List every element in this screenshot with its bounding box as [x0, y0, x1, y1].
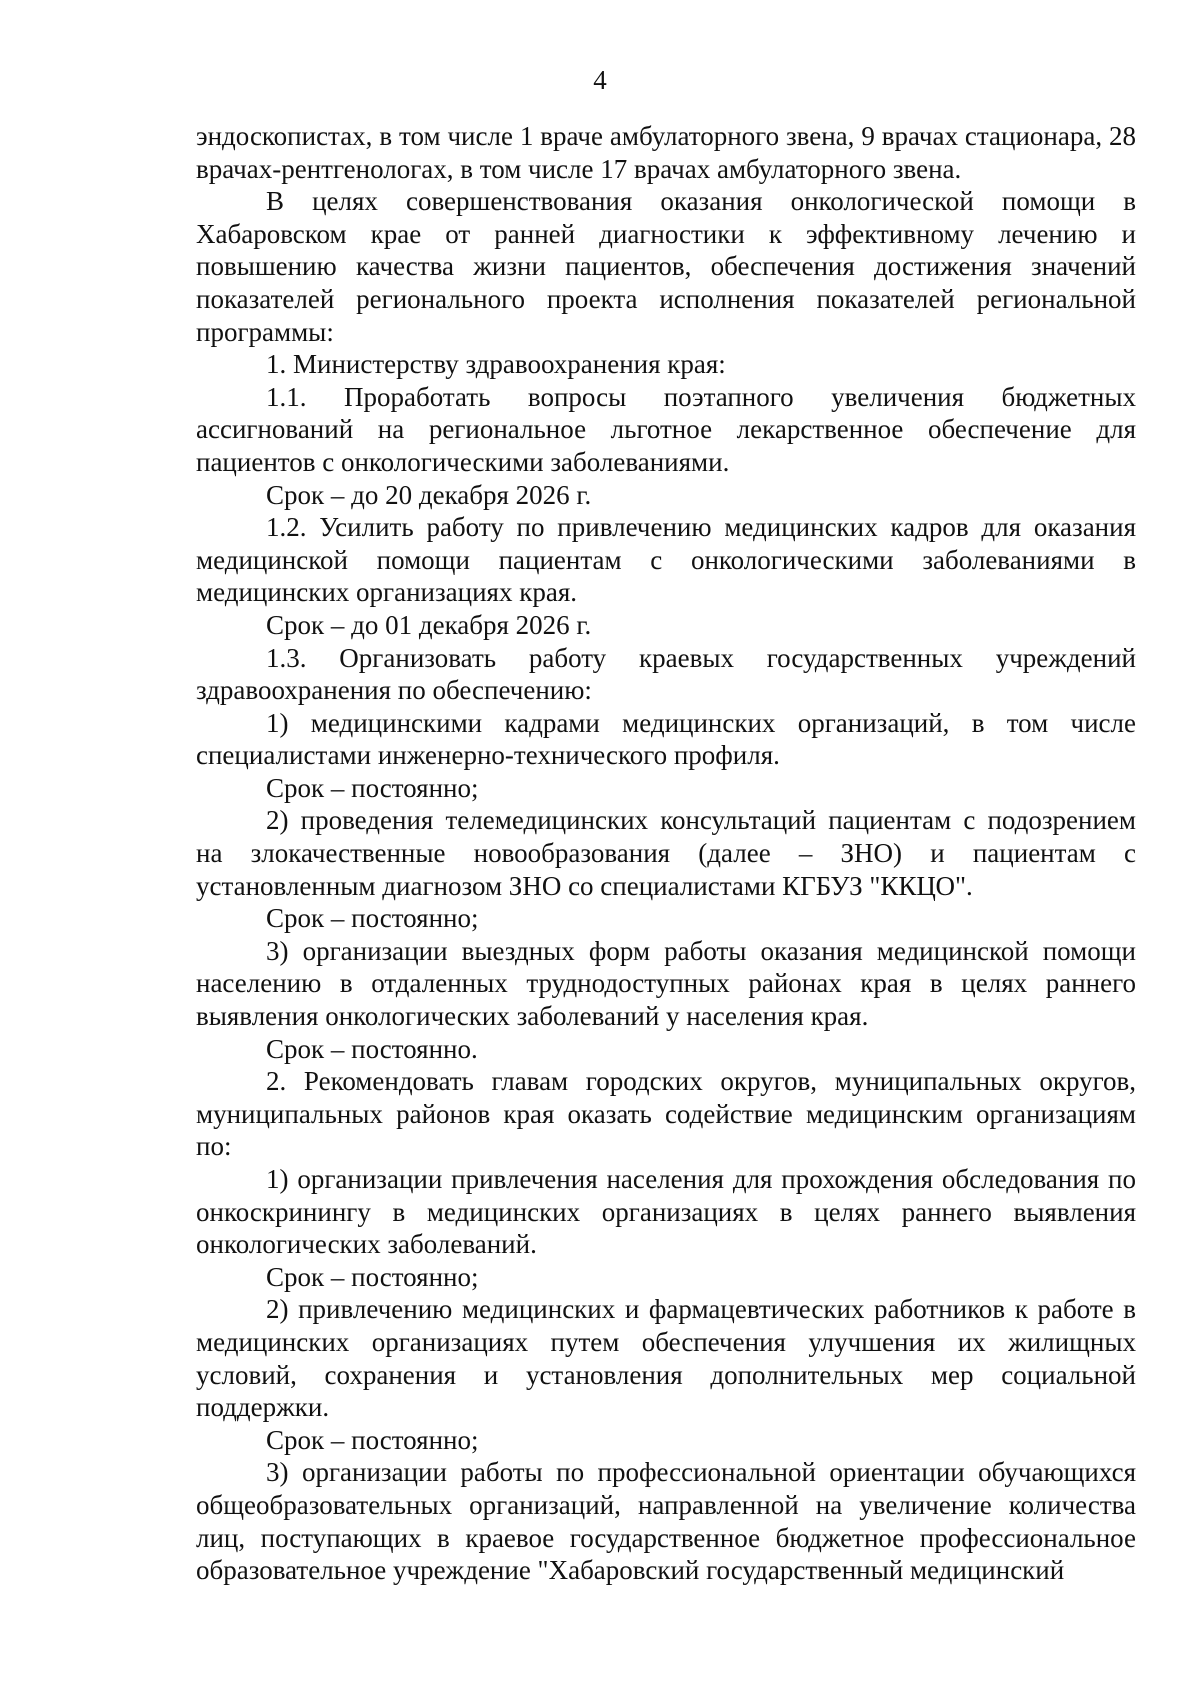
- page-number: 4: [593, 65, 607, 95]
- paragraph-srok-6: Срок – постоянно;: [266, 1261, 479, 1292]
- paragraph-1-3-2: 2) проведения телемедицинских консультаций пациентам с подозрением на злокачественные новообразования (далее – ЗНО) и пациентам с установленным диагнозом ЗНО со специалистами КГБУЗ "ККЦО".: [196, 805, 1136, 901]
- document-body: [196, 120, 1136, 1587]
- paragraph-srok-3: Срок – постоянно;: [266, 772, 479, 803]
- paragraph-1: 1. Министерству здравоохранения края:: [266, 349, 726, 380]
- paragraph-srok-5: Срок – постоянно.: [266, 1033, 478, 1064]
- paragraph-srok-4: Срок – постоянно;: [266, 903, 479, 934]
- paragraph-1-3-1: 1) медицинскими кадрами медицинских организаций, в том числе специалистами инженерно-технического профиля.: [196, 707, 1136, 771]
- paragraph-srok-1: Срок – до 20 декабря 2026 г.: [266, 479, 592, 510]
- paragraph-intro: В целях совершенствования оказания онкологической помощи в Хабаровском крае от ранней диагностики к эффективному лечению и повышению качества жизни пациентов, обеспечения достижения значений показателей регионального проекта исполнения показателей региональной программы:: [196, 186, 1136, 347]
- paragraph-2-3: 3) организации работы по профессиональной ориентации обучающихся общеобразовательных организаций, направленной на увеличение количества лиц, поступающих в краевое государственное бюджетное профессиональное образовательное учреждение "Хабаровский государственный медицинский: [196, 1457, 1136, 1586]
- paragraph-1-3: 1.3. Организовать работу краевых государственных учреждений здравоохранения по обеспечению:: [196, 642, 1136, 706]
- paragraph-2-2: 2) привлечению медицинских и фармацевтических работников к работе в медицинских организациях путем обеспечения улучшения их жилищных условий, сохранения и установления дополнительных мер социальной поддержки.: [196, 1294, 1136, 1423]
- paragraph-1-1: 1.1. Проработать вопросы поэтапного увеличения бюджетных ассигнований на региональное льготное лекарственное обеспечение для пациентов с онкологическими заболеваниями.: [196, 381, 1136, 477]
- paragraph-srok-7: Срок – постоянно;: [266, 1424, 479, 1455]
- paragraph-1-3-3: 3) организации выездных форм работы оказания медицинской помощи населению в отдаленных труднодоступных районах края в целях раннего выявления онкологических заболеваний у населения края.: [196, 935, 1136, 1032]
- paragraph-2-1: 1) организации привлечения населения для прохождения обследования по онкоскринингу в медицинских организациях в целях раннего выявления онкологических заболеваний.: [196, 1164, 1136, 1260]
- paragraph-continuation: эндоскопистах, в том числе 1 враче амбулаторного звена, 9 врачах стационара, 28 врачах-рентгенологах, в том числе 17 врачах амбулаторного звена.: [196, 121, 1136, 184]
- paragraph-1-2: 1.2. Усилить работу по привлечению медицинских кадров для оказания медицинской помощи пациентам с онкологическими заболеваниями в медицинских организациях края.: [196, 512, 1136, 608]
- paragraph-srok-2: Срок – до 01 декабря 2026 г.: [266, 609, 592, 640]
- paragraph-2: 2. Рекомендовать главам городских округов, муниципальных округов, муниципальных районов края оказать содействие медицинским организациям по:: [196, 1066, 1136, 1162]
